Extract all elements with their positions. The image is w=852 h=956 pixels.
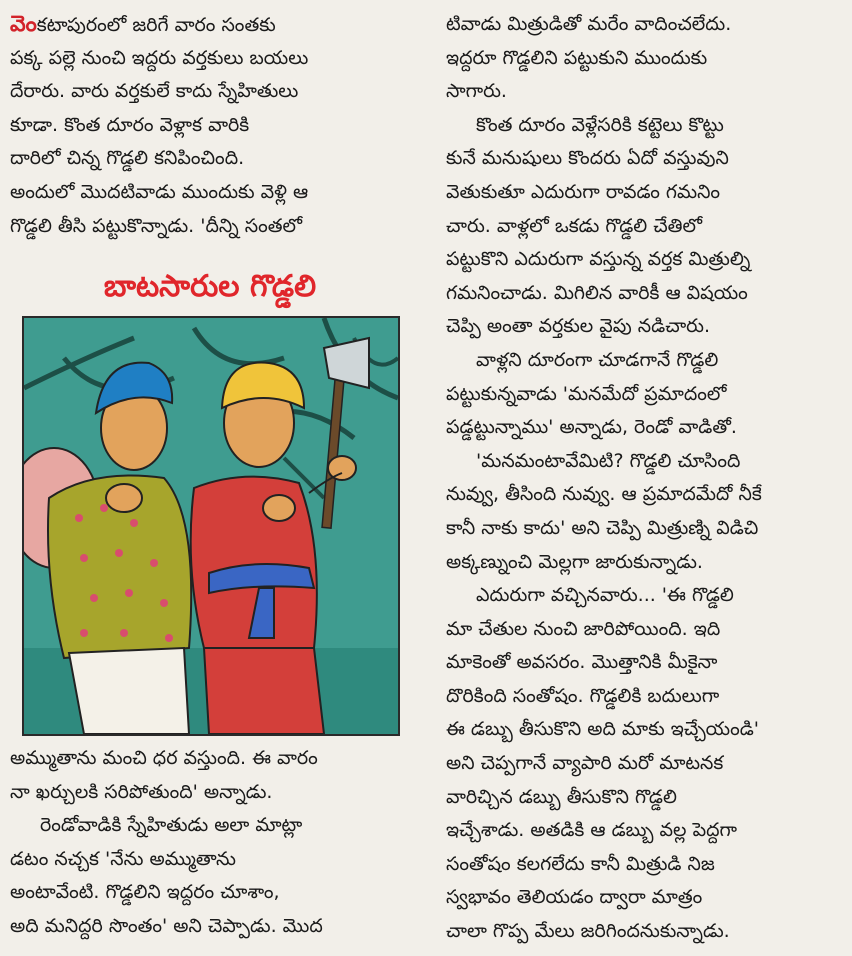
paragraph-line: నా ఖర్చులకి సరిపోతుంది' అన్నాడు. — [10, 780, 273, 803]
paragraph-line — [10, 8, 410, 42]
left-column-bottom — [10, 742, 410, 944]
paragraph-line: ఈ డబ్బు తీసుకొని అది మాకు ఇచ్చేయండి' — [446, 718, 760, 741]
paragraph-line: ఇద్దరూ గొడ్డలిని పట్టుకుని ముందుకు — [446, 46, 708, 69]
paragraph-line: అక్కణ్నుంచి మెల్లగా జారుకున్నాడు. — [446, 550, 703, 573]
paragraph-line: రెండోవాడికి స్నేహితుడు అలా మాట్లా — [40, 814, 303, 837]
paragraph-line: నువ్వు, తీసింది నువ్వు. ఆ ప్రమాదమేదో నీకే — [446, 483, 762, 506]
paragraph-line: కూడా. కొంత దూరం వెళ్లాక వారికి — [10, 113, 250, 136]
paragraph-line: చారు. వాళ్లలో ఒకడు గొడ్డలి చేతిలో — [446, 214, 703, 237]
paragraph-line: దారిలో చిన్న గొడ్డలి కనిపించింది. — [10, 147, 245, 170]
paragraph-line: కానీ నాకు కాదు' అని చెప్పి మిత్రుణ్ని విడిచి — [446, 516, 759, 539]
paragraph-line: సంతోషం కలగలేదు కానీ మిత్రుడి నిజ — [446, 852, 715, 875]
paragraph-line: వెతుకుతూ ఎదురుగా రావడం గమనిం — [446, 180, 721, 203]
drop-cap: వెం — [10, 12, 37, 37]
paragraph-line: ఇచ్చేశాడు. అతడికి ఆ డబ్బు వల్ల పెద్దగా — [446, 819, 737, 842]
paragraph-line: పట్టుకొని ఎదురుగా వస్తున్న వర్తక మిత్రుల్ని — [446, 248, 751, 271]
story-title: బాటసారుల గొడ్డలి — [103, 269, 317, 304]
paragraph-line: దొరికింది సంతోషం. గొడ్డలికి బదులుగా — [446, 684, 720, 707]
illustration-image — [24, 318, 398, 734]
left-column-top — [10, 8, 410, 243]
paragraph-line: వారిచ్చిన డబ్బు తీసుకొని గొడ్డలి — [446, 785, 677, 808]
paragraph-line: పట్టుకున్నవాడు 'మనమేదో ప్రమాదంలో — [446, 382, 727, 405]
paragraph-line: దేరారు. వారు వర్తకులే కాదు స్నేహితులు — [10, 80, 299, 103]
paragraph-line: సాగారు. — [446, 80, 507, 103]
paragraph-line: మా చేతుల నుంచి జారిపోయింది. ఇది — [446, 617, 721, 640]
paragraph-line: పడ్డట్టున్నాము' అన్నాడు, రెండో వాడితో. — [446, 416, 737, 439]
paragraph-line: కునే మనుషులు కొందరు ఏదో వస్తువుని — [446, 147, 729, 170]
right-column — [446, 8, 846, 949]
paragraph-line: అని చెప్పగానే వ్యాపారి మరో మాటనక — [446, 752, 724, 775]
paragraph-line: అది మనిద్దరి సొంతం' అని చెప్పాడు. మొద — [10, 914, 323, 937]
paragraph-line: వాళ్లని దూరంగా చూడగానే గొడ్డలి — [476, 348, 719, 371]
text-segment: కటాపురంలో జరిగే వారం సంతకు — [36, 14, 276, 36]
paragraph-line: గమనించాడు. మిగిలిన వారికీ ఆ విషయం — [446, 281, 748, 304]
paragraph-line: మాకెంతో అవసరం. మొత్తానికి మీకైనా — [446, 651, 718, 674]
paragraph-line: స్వభావం తెలియడం ద్వారా మాత్రం — [446, 886, 703, 909]
story-illustration — [22, 316, 400, 736]
paragraph-line: టివాడు మిత్రుడితో మరేం వాదించలేదు. — [446, 13, 732, 35]
paragraph-line: 'మనమంటావేమిటి? గొడ్డలి చూసింది — [476, 449, 741, 472]
paragraph-line: అంటావేంటి. గొడ్డలిని ఇద్దరం చూశాం, — [10, 881, 280, 904]
paragraph-line: అందులో మొదటివాడు ముందుకు వెళ్లి ఆ — [10, 180, 309, 203]
paragraph-line: డటం నచ్చక 'నేను అమ్ముతాను — [10, 847, 236, 870]
paragraph-line: చెప్పి అంతా వర్తకుల వైపు నడిచారు. — [446, 315, 711, 338]
paragraph-line: ఎదురుగా వచ్చినవారు... 'ఈ గొడ్డలి — [476, 584, 734, 607]
paragraph-line: అమ్ముతాను మంచి ధర వస్తుంది. ఈ వారం — [10, 747, 318, 769]
paragraph-line: కొంత దూరం వెళ్లేసరికి కట్టెలు కొట్టు — [476, 113, 724, 136]
paragraph-line: పక్క పల్లె నుంచి ఇద్దరు వర్తకులు బయలు — [10, 46, 309, 69]
paragraph-line: గొడ్డలి తీసి పట్టుకొన్నాడు. 'దీన్ని సంతలో — [10, 214, 303, 237]
paragraph-line: చాలా గొప్ప మేలు జరిగిందనుకున్నాడు. — [446, 920, 730, 943]
